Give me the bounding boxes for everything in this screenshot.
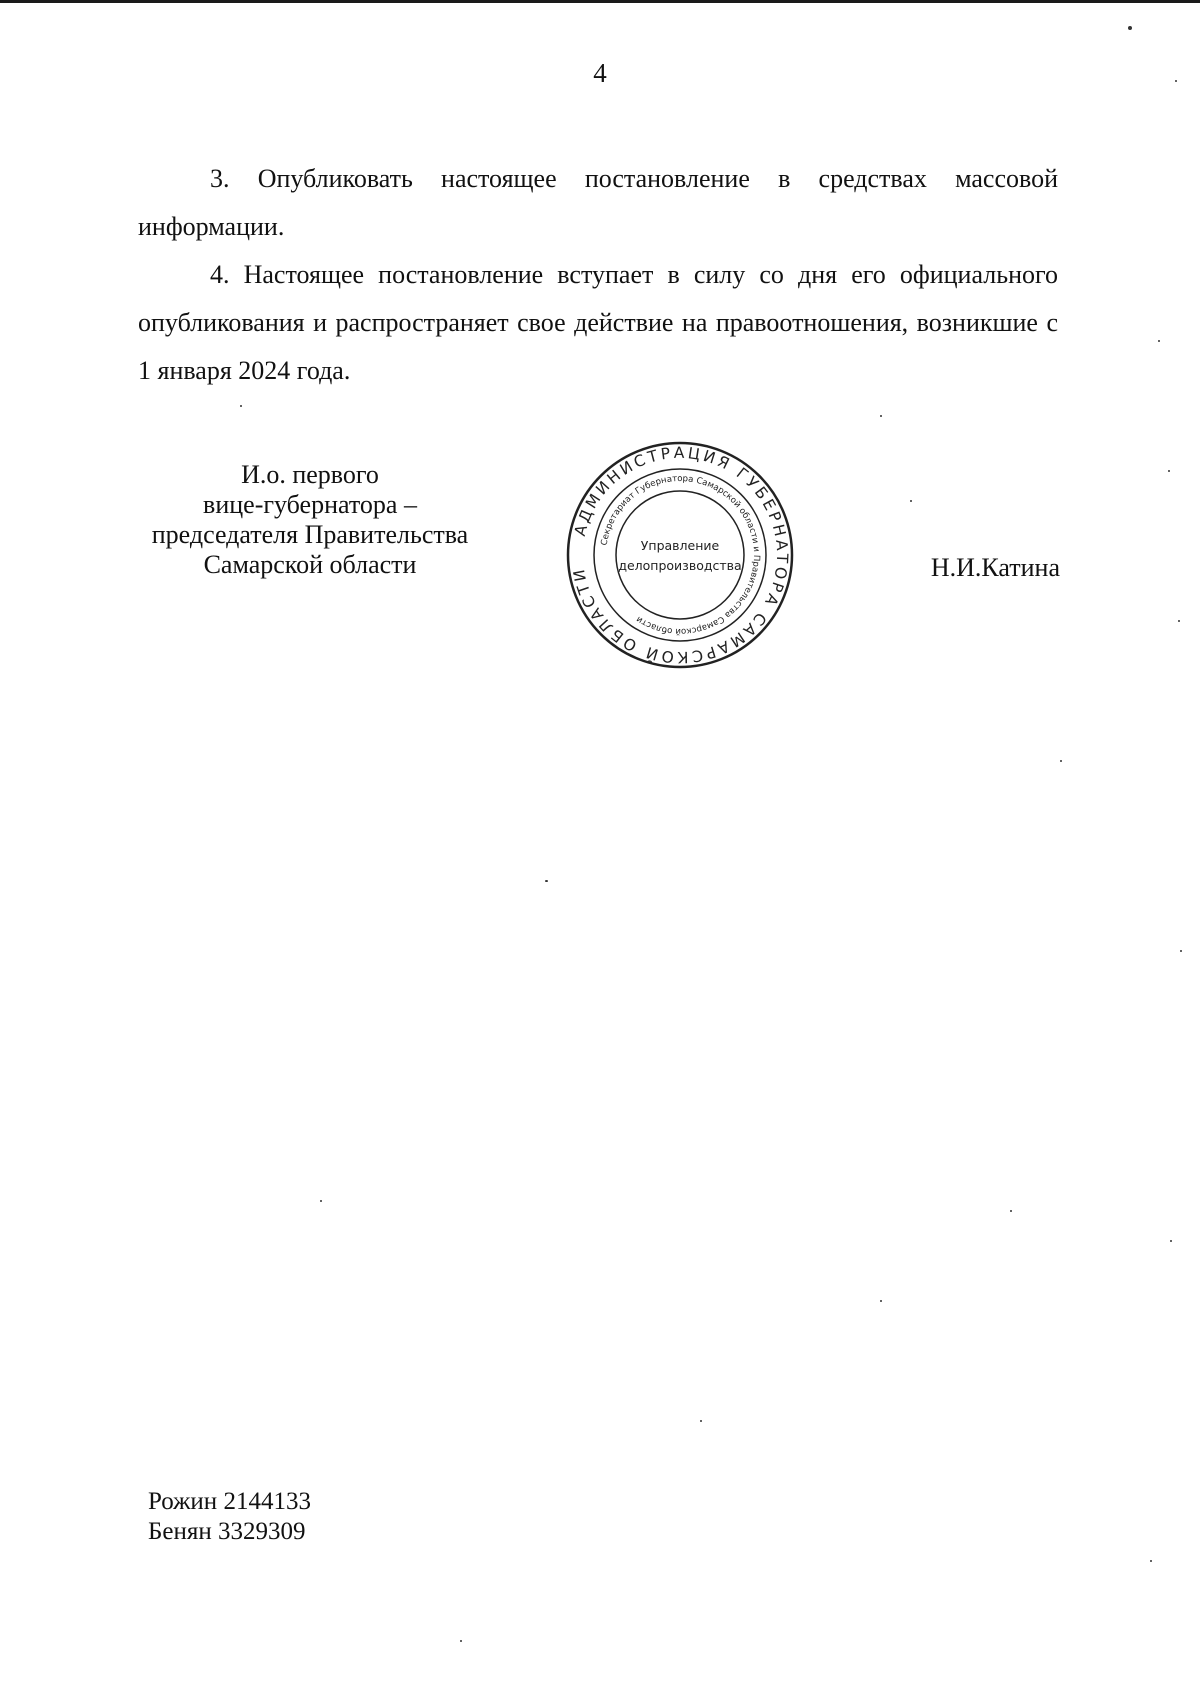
executor-contacts <box>148 1487 311 1547</box>
seal-graphic <box>565 440 795 670</box>
signatory-title-line: Самарской области <box>203 550 417 579</box>
scan-speck <box>700 1420 702 1422</box>
page-number: 4 <box>593 58 607 88</box>
document-body <box>138 155 1058 395</box>
scan-speck <box>1178 620 1180 622</box>
scan-speck <box>1150 1560 1152 1562</box>
scan-speck <box>545 880 548 882</box>
seal-center-line: Управление <box>640 538 720 553</box>
seal-center-line: делопроизводства <box>618 558 742 573</box>
official-seal <box>565 440 795 670</box>
scan-speck <box>1158 340 1160 342</box>
scan-speck <box>1010 1210 1012 1212</box>
signatory-title-line: И.о. первого <box>241 460 379 489</box>
scan-speck <box>910 500 912 502</box>
signatory-name: Н.И.Катина <box>930 553 1060 582</box>
paragraph-3: 3. Опубликовать настоящее постановление в средствах массовой информации. <box>138 164 1058 241</box>
scan-speck <box>1060 760 1062 762</box>
scan-speck <box>1128 26 1132 30</box>
scan-speck <box>1170 1240 1172 1242</box>
seal-middle-ring <box>594 469 766 641</box>
scan-speck <box>320 1200 322 1202</box>
scan-speck <box>880 1300 882 1302</box>
seal-inner-ring <box>616 491 744 619</box>
contact-line: Рожин 2144133 <box>148 1488 311 1515</box>
signatory-title-line: вице-губернатора – <box>203 490 417 519</box>
signatory-title <box>120 460 500 580</box>
seal-outer-text: АДМИНИСТРАЦИЯ ГУБЕРНАТОРА САМАРСКОЙ ОБЛАСТИ <box>569 443 792 667</box>
scan-top-edge <box>0 0 1200 3</box>
paragraph-4: 4. Настоящее постановление вступает в силу со дня его официального опубликования и распространяет свое действие на правоотношения, возникшие с 1 января 2024 года. <box>138 260 1058 385</box>
scan-speck <box>880 415 882 417</box>
contact-line: Бенян 3329309 <box>148 1518 306 1545</box>
scan-speck <box>1175 80 1177 82</box>
scan-speck <box>460 1640 462 1642</box>
seal-inner-text: Секретариат Губернатора Самарской области и Правительства Самарской области <box>599 473 762 637</box>
scan-speck <box>1168 470 1170 472</box>
scan-speck <box>240 405 242 407</box>
scan-speck <box>1180 950 1182 952</box>
signatory-title-line: председателя Правительства <box>151 520 469 549</box>
